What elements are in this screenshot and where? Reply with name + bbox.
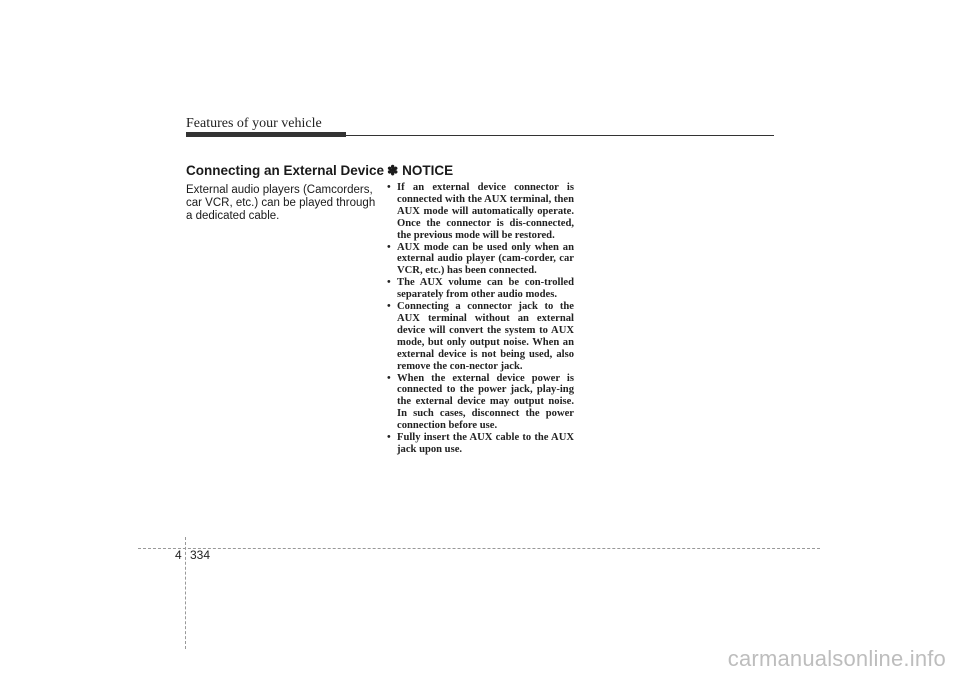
notice-item-text: AUX mode can be used only when an external audio player (cam-corder, car VCR, etc.) has been connected. xyxy=(397,241,574,277)
notice-title: NOTICE xyxy=(402,163,454,178)
notice-item xyxy=(387,242,574,278)
notice-box xyxy=(387,163,574,456)
bullet-icon: • xyxy=(387,277,391,289)
chapter-number: 4 xyxy=(175,548,182,562)
notice-item xyxy=(387,277,574,301)
notice-star-icon: ✽ xyxy=(387,163,399,178)
page-header-title: Features of your vehicle xyxy=(186,116,322,131)
notice-list xyxy=(387,182,574,456)
notice-item-text: Connecting a connector jack to the AUX terminal without an external device will convert the system to AUX mode, but only output noise. When an external device is not being used, also remove the con-nector jack. xyxy=(397,301,574,372)
header-rule xyxy=(186,135,774,136)
notice-item xyxy=(387,373,574,433)
footer-dashed-divider xyxy=(185,537,186,649)
notice-item xyxy=(387,432,574,456)
bullet-icon: • xyxy=(387,372,391,384)
notice-item-text: The AUX volume can be con-trolled separately from other audio modes. xyxy=(397,277,574,301)
section-title: Connecting an External Device xyxy=(186,163,385,178)
notice-item-text: Fully insert the AUX cable to the AUX jack upon use. xyxy=(397,432,574,455)
bullet-icon: • xyxy=(387,301,391,313)
footer-dashed-rule xyxy=(138,548,820,549)
left-column xyxy=(186,163,385,223)
notice-item xyxy=(387,301,574,372)
notice-heading xyxy=(387,163,574,179)
bullet-icon: • xyxy=(387,432,391,444)
notice-item xyxy=(387,182,574,242)
notice-item-text: If an external device connector is connected with the AUX terminal, then AUX mode will automatically operate. Once the connector is dis-connected, the previous mode will be restored. xyxy=(397,182,574,241)
bullet-icon: • xyxy=(387,182,391,193)
notice-item-text: When the external device power is connected to the power jack, play-ing the external device may output noise. In such cases, disconnect the power connection before use. xyxy=(397,372,574,432)
page-number: 334 xyxy=(190,548,211,562)
bullet-icon: • xyxy=(387,241,391,253)
watermark: carmanualsonline.info xyxy=(727,646,946,671)
section-body: External audio players (Camcorders, car VCR, etc.) can be played through a dedicated cable. xyxy=(186,184,376,222)
